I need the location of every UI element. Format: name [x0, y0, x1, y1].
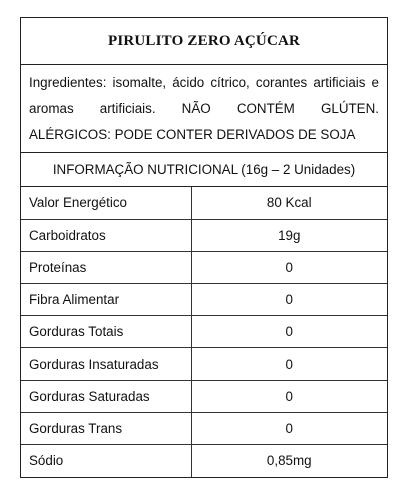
table-row [21, 219, 387, 251]
nutrient-name: Gorduras Trans [21, 412, 191, 444]
nutrient-value: 80 Kcal [266, 195, 312, 211]
table-row [21, 380, 387, 412]
nutrient-name: Fibra Alimentar [21, 284, 191, 316]
nutrient-value: 0 [191, 316, 387, 348]
table-row [21, 251, 387, 283]
nutrient-value: 0 [191, 284, 387, 316]
nutrition-label [20, 17, 388, 478]
nutrition-table [21, 187, 387, 477]
nutrient-name: Proteínas [21, 251, 191, 283]
ingredients-section [21, 65, 387, 153]
nutrient-name: Gorduras Totais [21, 316, 191, 348]
ingredients-line-2: aromas artificiais. NÃO CONTÉM GLÚTEN. [29, 101, 379, 116]
allergens-line: ALÉRGICOS: PODE CONTER DERIVADOS DE SOJA [29, 127, 356, 142]
nutrient-value: 0,85mg [191, 445, 387, 477]
table-row [21, 316, 387, 348]
table-row [21, 445, 387, 477]
nutrient-name: Valor Energético [21, 187, 191, 219]
table-row [21, 284, 387, 316]
nutrient-name: Sódio [21, 445, 191, 477]
table-row [21, 412, 387, 444]
nutrient-value: 19g [191, 219, 387, 251]
nutrient-value: 0 [191, 412, 387, 444]
product-title: PIRULITO ZERO AÇÚCAR [21, 18, 387, 65]
ingredients-line-1: Ingredientes: isomalte, ácido cítrico, corantes artificiais e [29, 75, 379, 90]
nutrient-name: Gorduras Saturadas [21, 380, 191, 412]
table-row [21, 348, 387, 380]
nutrient-name: Carboidratos [21, 219, 191, 251]
nutrient-value: 0 [191, 348, 387, 380]
nutrient-value: 0 [191, 251, 387, 283]
nutrition-facts-header: INFORMAÇÃO NUTRICIONAL (16g – 2 Unidades) [21, 153, 387, 187]
nutrient-value: 0 [191, 380, 387, 412]
table-row [21, 187, 387, 219]
nutrient-name: Gorduras Insaturadas [21, 348, 191, 380]
